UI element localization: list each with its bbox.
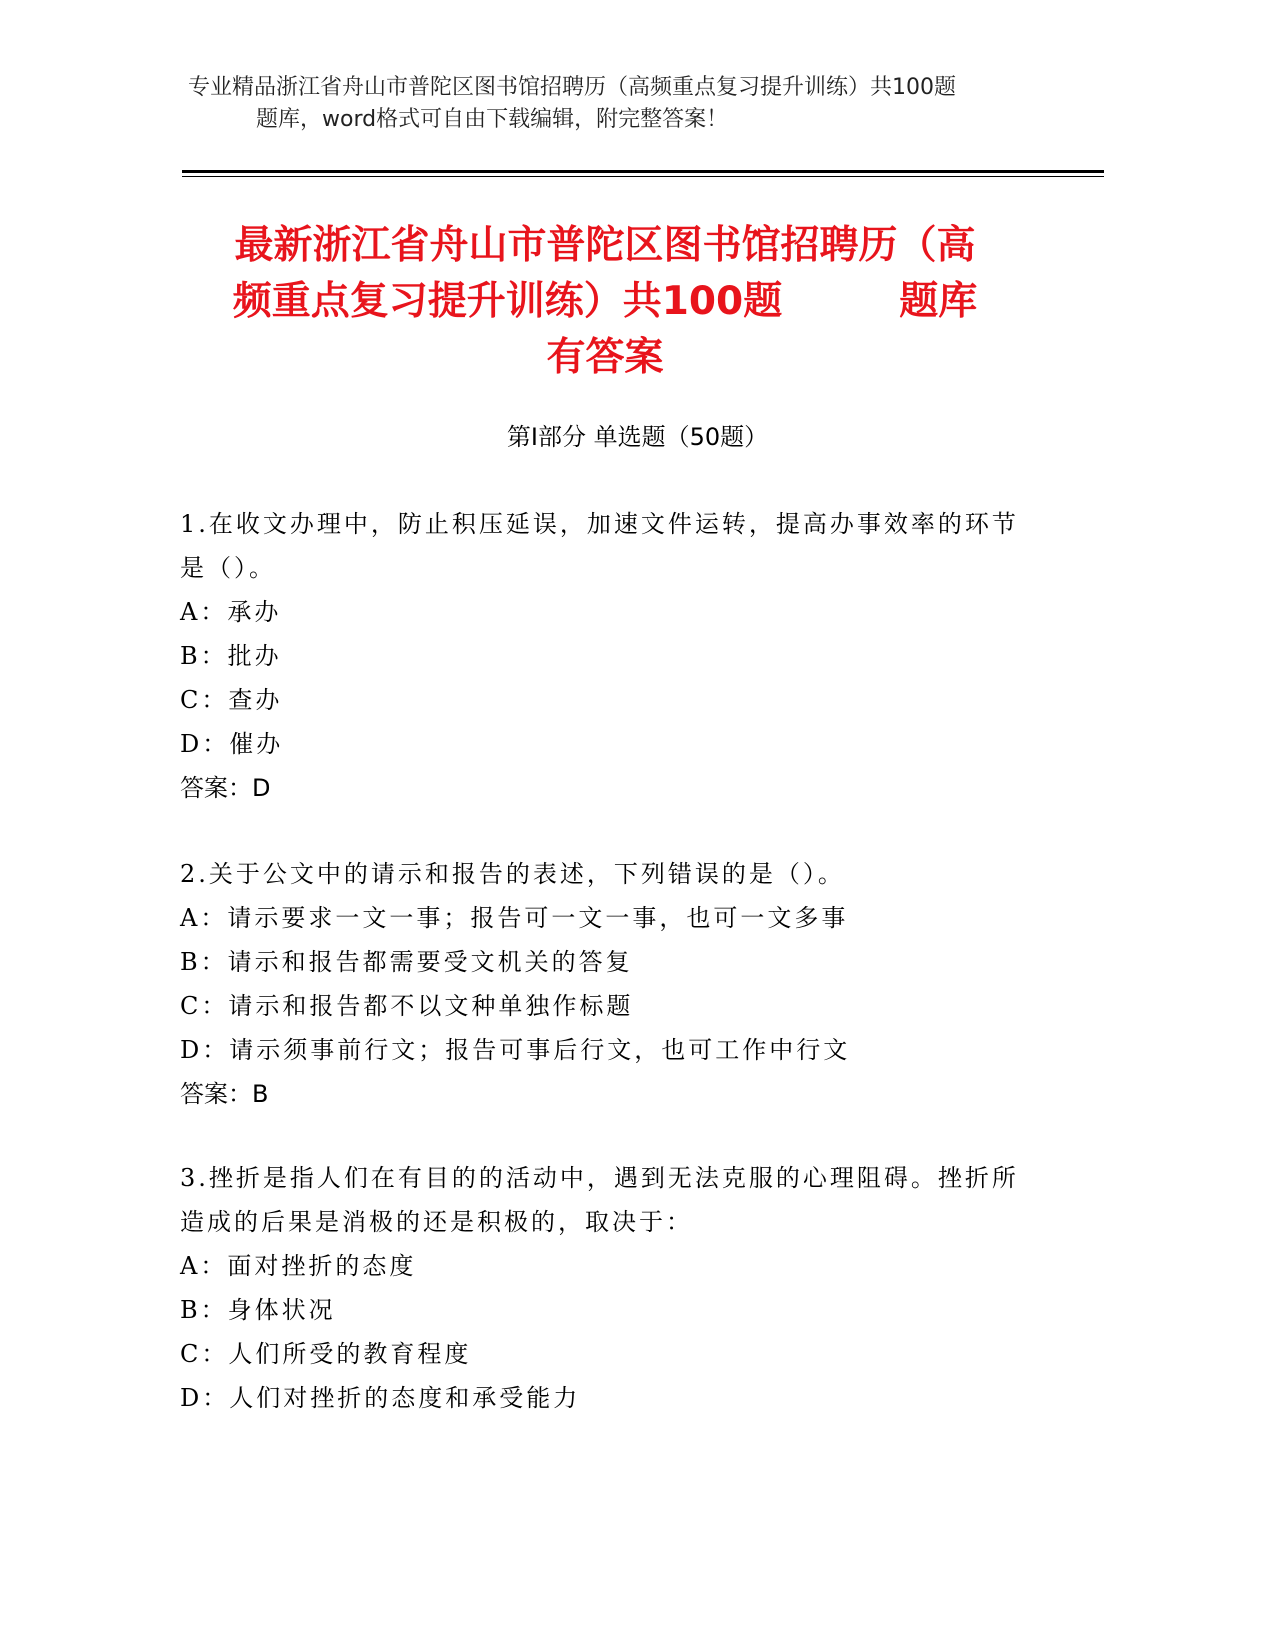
option-c: C：人们所受的教育程度: [180, 1340, 472, 1368]
header-line-2: 题库，word格式可自由下载编辑，附完整答案！: [256, 107, 729, 132]
header-line-1: 专业精品浙江省舟山市普陀区图书馆招聘历（高频重点复习提升训练）共100题: [188, 75, 956, 100]
question-item: [180, 502, 1040, 810]
option-b: B：批办: [180, 642, 282, 670]
option-b: B：身体状况: [180, 1296, 336, 1324]
title-line-3: 有答案: [546, 335, 664, 380]
document-title: [185, 218, 1025, 386]
option-d: D：人们对挫折的态度和承受能力: [180, 1384, 581, 1412]
option-d: D：催办: [180, 730, 284, 758]
option-a: A：面对挫折的态度: [180, 1252, 417, 1280]
option-c: C：请示和报告都不以文种单独作标题: [180, 992, 634, 1020]
question-stem: 1.在收文办理中，防止积压延误，加速文件运转，提高办事效率的环节是（）。: [180, 510, 1019, 582]
header-divider-thin: [182, 176, 1104, 177]
question-stem: 3.挫折是指人们在有目的的活动中，遇到无法克服的心理阻碍。挫折所造成的后果是消极的还是积极的，取决于：: [180, 1164, 1019, 1236]
question-stem: 2.关于公文中的请示和报告的表述，下列错误的是（）。: [180, 860, 845, 888]
document-header-note: [180, 72, 1060, 136]
title-line-1: 最新浙江省舟山市普陀区图书馆招聘历（高: [234, 223, 976, 268]
option-a: A：承办: [180, 598, 282, 626]
option-a: A：请示要求一文一事；报告可一文一事，也可一文多事: [180, 904, 849, 932]
answer-line: 答案：D: [180, 774, 271, 802]
option-c: C：查办: [180, 686, 283, 714]
option-b: B：请示和报告都需要受文机关的答复: [180, 948, 633, 976]
option-d: D：请示须事前行文；报告可事后行文，也可工作中行文: [180, 1036, 851, 1064]
title-line-2: 频重点复习提升训练）共100题 题库: [232, 279, 978, 324]
answer-line: 答案：B: [180, 1080, 269, 1108]
header-divider-thick: [182, 170, 1104, 173]
question-item: [180, 1156, 1040, 1420]
section-heading: 第Ⅰ部分 单选题（50题）: [506, 423, 769, 451]
question-item: [180, 852, 1040, 1116]
